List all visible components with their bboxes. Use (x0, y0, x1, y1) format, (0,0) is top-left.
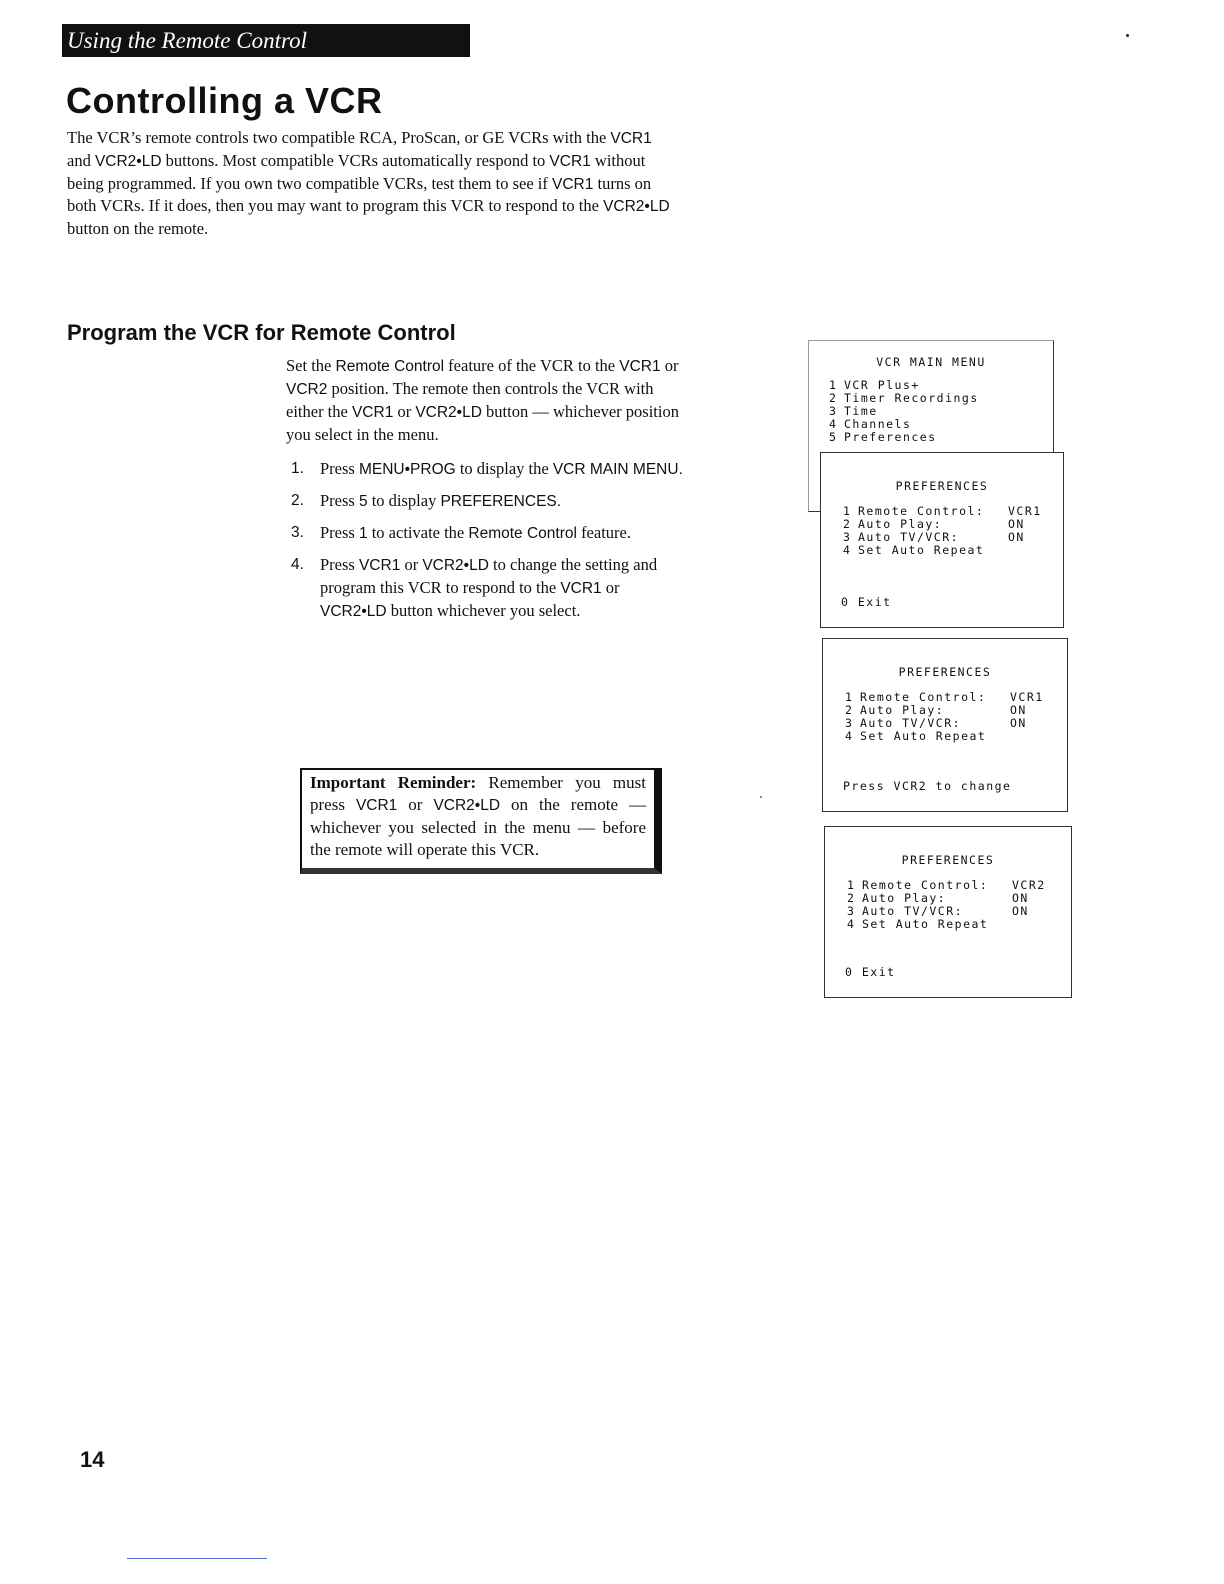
control-name: VCR2•LD (320, 603, 387, 620)
text-run: feature. (576, 523, 631, 542)
corner-dot (1126, 34, 1129, 37)
step-item (286, 458, 686, 481)
step-number: 1. (291, 460, 304, 477)
screen-title: PREFERENCES (901, 853, 995, 867)
text-run: Press (320, 523, 359, 542)
text-run: to activate the (367, 523, 469, 542)
text-run: Press (320, 491, 359, 510)
menu-item-label: Channels (844, 417, 912, 431)
menu-item-label: Time (844, 404, 878, 418)
preference-label: Auto Play: (860, 703, 945, 717)
menu-item-number: 5 (829, 430, 838, 444)
screen-footer: 0 Exit (845, 965, 896, 979)
text-run: turns on both VCRs. If it does, then you may want to program this VCR to respond to the (67, 173, 652, 216)
step-item (286, 490, 686, 513)
control-name: 5 (358, 493, 368, 510)
control-name: VCR2•LD (433, 797, 501, 814)
preference-label: Auto TV/VCR: (862, 904, 964, 918)
section-subtitle: Program the VCR for Remote Control (67, 320, 456, 345)
preference-value: VCR1 (1010, 690, 1044, 704)
preference-number: 1 (843, 504, 852, 518)
menu-item-number: 4 (829, 417, 838, 431)
text-run: Remember you must press (310, 773, 646, 814)
preference-label: Remote Control: (858, 504, 985, 518)
control-name: Remote Control (335, 358, 445, 375)
control-name: VCR1 (351, 404, 394, 421)
step-text (320, 554, 686, 623)
preference-value: ON (1010, 703, 1027, 717)
text-run: button whichever you select. (386, 601, 581, 620)
preferences-screen-2 (822, 638, 1068, 812)
preference-number: 3 (843, 530, 852, 544)
text-run: buttons. Most compatible VCRs automatically respond to (161, 150, 550, 170)
preference-item (843, 544, 1063, 557)
control-name: VCR1 (610, 130, 652, 147)
control-name: VCR1 (619, 358, 661, 375)
page-title: Controlling a VCR (66, 80, 383, 121)
preference-label: Auto Play: (858, 517, 943, 531)
step-list (286, 458, 686, 623)
menu-item-number: 2 (829, 391, 838, 405)
scan-mark (760, 796, 762, 798)
preference-label: Set Auto Repeat (862, 917, 989, 931)
text-run: Press (320, 459, 359, 478)
step-item (286, 554, 686, 623)
text-run: The VCR’s remote controls two compatible RCA, ProScan, or GE VCRs with the (67, 128, 611, 147)
control-name: VCR2 (286, 381, 328, 398)
menu-item (829, 431, 1053, 444)
preference-number: 2 (843, 517, 852, 531)
instructions-intro (286, 355, 686, 446)
text-run: to display the (455, 459, 553, 478)
menu-item-label: Timer Recordings (844, 391, 979, 405)
control-name: VCR1 (355, 797, 398, 814)
preference-label: Set Auto Repeat (860, 729, 987, 743)
step-text (320, 522, 686, 545)
control-name: VCR2•LD (422, 557, 489, 574)
section-label: Using the Remote Control (67, 28, 307, 53)
text-run: on the remote — whichever you selected in the menu — before the remote will operate this VCR. (310, 795, 646, 859)
screen-title: PREFERENCES (895, 479, 989, 493)
step-number: 4. (291, 556, 304, 573)
control-name: MENU•PROG (358, 461, 456, 478)
preference-label: Remote Control: (862, 878, 989, 892)
preference-label: Auto TV/VCR: (860, 716, 962, 730)
menu-item-label: VCR Plus+ (844, 378, 920, 392)
step-item (286, 522, 686, 545)
preference-label: Set Auto Repeat (858, 543, 985, 557)
control-name: Remote Control (468, 525, 577, 542)
preference-number: 3 (845, 716, 854, 730)
preference-label: Auto Play: (862, 891, 947, 905)
text-run: or (400, 555, 423, 574)
control-name: VCR MAIN MENU. (552, 461, 683, 478)
section-banner (62, 24, 470, 57)
step-text (320, 458, 686, 481)
text-run: button — whichever position you select in the menu. (286, 402, 679, 444)
preference-value: ON (1010, 716, 1027, 730)
text-run: feature of the VCR to the (444, 356, 620, 375)
preference-value: ON (1012, 891, 1029, 905)
screen-footer: 0 Exit (841, 595, 892, 609)
text-run: and (67, 150, 95, 170)
preference-number: 4 (843, 543, 852, 557)
step-number: 2. (291, 492, 304, 509)
screen-footer: Press VCR2 to change (843, 779, 1012, 793)
preference-number: 3 (847, 904, 856, 918)
text-run: or (397, 795, 434, 814)
text-run: to change the setting and program this VCR to respond to the (320, 555, 658, 597)
control-name: VCR2•LD (415, 404, 482, 421)
reminder-label: Important Reminder: (310, 773, 477, 792)
instructions-column (286, 355, 686, 632)
preference-items (843, 505, 1063, 557)
preference-label: Remote Control: (860, 690, 987, 704)
text-run: without being programmed. If you own two compatible VCRs, test them to see if (67, 150, 646, 193)
preference-item (847, 918, 1071, 931)
preference-value: ON (1012, 904, 1029, 918)
control-name: 1 (358, 525, 368, 542)
step-number: 3. (291, 524, 304, 541)
preference-item (845, 730, 1067, 743)
preferences-screen-3 (824, 826, 1072, 998)
control-name: VCR1 (358, 557, 401, 574)
screen-title: VCR MAIN MENU (876, 355, 986, 369)
intro-paragraph (67, 127, 677, 240)
control-name: VCR2•LD (603, 198, 670, 216)
preference-value: VCR1 (1008, 504, 1042, 518)
step-text (320, 490, 686, 513)
text-run: Press (320, 555, 359, 574)
preference-items (847, 879, 1071, 931)
preference-value: VCR2 (1012, 878, 1046, 892)
screen-title: PREFERENCES (898, 665, 992, 679)
text-run: to display (367, 491, 441, 510)
preference-value: ON (1008, 530, 1025, 544)
text-run: button on the remote. (67, 219, 209, 239)
preference-number: 2 (847, 891, 856, 905)
text-run: or (393, 402, 416, 421)
control-name: VCR1 (552, 175, 594, 193)
preference-number: 1 (845, 690, 854, 704)
menu-item-number: 3 (829, 404, 838, 418)
menu-item-number: 1 (829, 378, 838, 392)
control-name: VCR1 (560, 580, 602, 597)
preference-items (845, 691, 1067, 743)
text-run: or (601, 578, 620, 597)
preference-number: 4 (845, 729, 854, 743)
text-run: position. The remote then controls the VCR with either the (286, 379, 654, 421)
footer-rule (127, 1558, 267, 1559)
menu-item-label: Preferences (844, 430, 937, 444)
page-number: 14 (80, 1447, 105, 1472)
menu-items (829, 379, 1053, 444)
control-name: PREFERENCES. (440, 493, 562, 510)
control-name: VCR2•LD (94, 152, 162, 170)
text-run: Set the (286, 356, 336, 375)
preference-number: 4 (847, 917, 856, 931)
preference-label: Auto TV/VCR: (858, 530, 960, 544)
preference-number: 1 (847, 878, 856, 892)
control-name: VCR1 (549, 152, 591, 170)
preference-value: ON (1008, 517, 1025, 531)
preference-number: 2 (845, 703, 854, 717)
preferences-screen-1 (820, 452, 1064, 628)
important-reminder-box (300, 768, 662, 874)
text-run: or (660, 356, 679, 375)
